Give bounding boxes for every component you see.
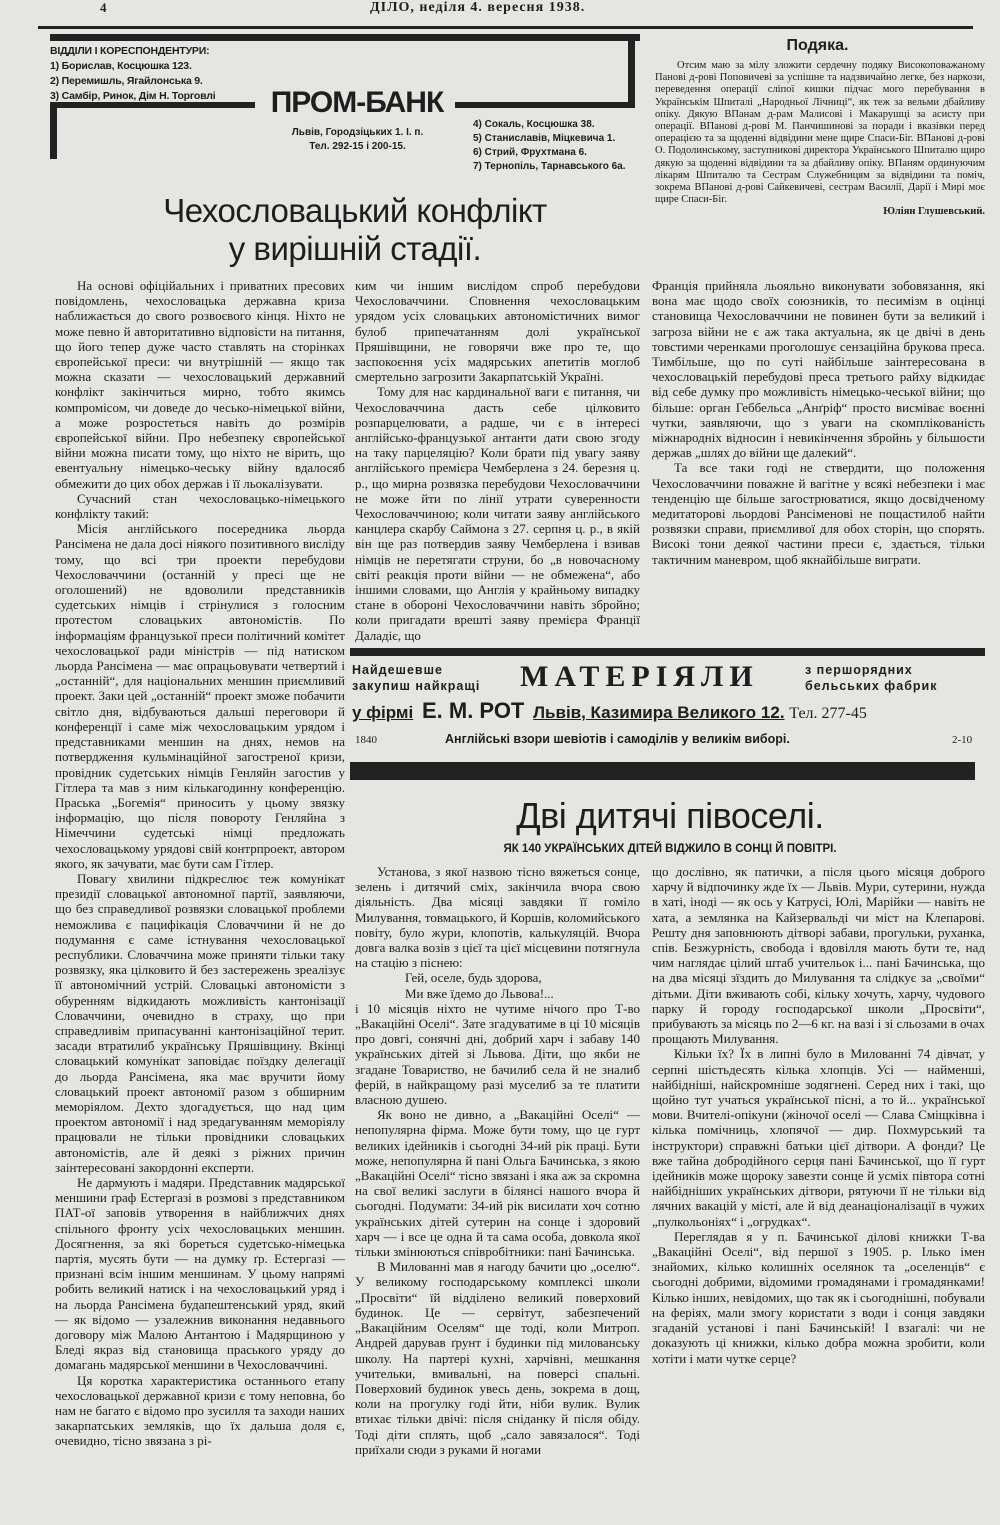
thanks-text: Отсим маю за мілу зложити сердечну подяку Високоповажаному Панові д-рові Поповичеві за успішне та надзвичайно легке, без наркози, переведення операції сліпої кишки підчас мого перебування в Українськім Шпиталі „Народньої Лічниці“, як теж за вельми дбайливу опіку. Дякую ВПанам д-рам Малисові і Макарушці за асисту при операції. ВПанові д-рові М. Панчишинові за поради і вказівки перед операцією та за щоденні відвідини мене щире Спаси-Біг. ВПанові д-рові О. Подолинському, заступникові директора Українського Шпиталю щиро дякую за щоденні відвідини та за дбайливу опіку. ВПаням ординуючим лікарям Шпиталю та Сестрам Служебницям за відвідини та поміч, зокрема ВПанові д-рові Сайкевичеві, сестрам Василії, Дарії і Мирі моє щире Спаси-Біг. (655, 60, 985, 206)
title-line: Чехословацький конфлікт (163, 192, 547, 229)
branch: 6) Стрий, Фрухтмана 6. (473, 147, 587, 158)
bank-phone: Тел. 292-15 і 200-15. (309, 141, 406, 152)
paragraph: Переглядав я у п. Бачинської ділові книжки Т-ва „Вакаційні Оселі“, від першої з 1905. р. Ілько імен знайомих, кілько колишніх оселянок та „оселенців“ є сьогодні добрими, відомими громадянами і громадянками! Кілько інших, невідомих, що так як і сьогоднішні, побували на феріях, мали змогу користати з води і сонця завдяки згаданій установі і пані Бачинській! І взагалі: чи не доказують ці книжки, кілько добра можна зробити, коли хотіти і мати чутке серце? (652, 1228, 985, 1366)
paragraph: Франція прийняла льояльно виконувати зобовязання, які вона має щодо своїх союзників, то песимізм в оцінці становища Чехословаччини не повинен бути за великий і загроза війни не є аж така актуальна, як це двічі в день товстими черенками проголошує сензаційна брукова преса. Тимбільше, що по суті найбільше заінтересована в чехословацькій перебудові преса третього райху відкидає від себе думку про можливість німецько-чеської війни; що більше: орган Геббельса „Анґріф“ просто висміває воєнні чутки, заявляючи, що з уваги на скомплікованість міжнародніх відносин і невикінчення збройнь у більшости держав „шлях до війни ще далекий“. (652, 278, 985, 461)
paragraph: і 10 місяців ніхто не чутиме нічого про Т-во „Вакаційні Оселі“. Зате згадуватиме в ці 10 місяців про довгі, сонячні дні, добрий харч і забаву 140 українських дітей зі Львова. Діти, що якби не згадане Товариство, не бачилиб села й не зналиб ферій, в найкращому разі муселиб за те платити власною душею. (355, 1000, 640, 1108)
article-title (60, 192, 650, 268)
bank-address: Львів, Городзіцьких 1. І. п. (291, 127, 424, 138)
header-rule (38, 26, 973, 29)
paragraph: Місія англійського посередника льорда Рансімена не дала досі ніякого позитивного висліду тому, що всі три проекти перебудови Чехословаччини (останній у пресі ще не оголошений) не вдоволили представників судетських німців і стрінулися з голосним протестом словацьких автономістів. По інформаціям французької преси політичний комітет чехословацької ради міністрів — під натиском льорда Рансімена — має опрацьовувати четвертий і „останній“, для національних меншин приємливий проект. Заки цей „останній“ проект зможе побачити світло дня, відбуваються дальші переговори й конференції і саме між чехословацьким урядом і представниками меншин на днях, немов на потвердження кульмінаційної загостреної кризи, провідник судетських німців Генляйн загостив у Гітлера та мав з ним кількагодинну конференцію. Праська „Богемія“ приносить у цьому звязку інформацію, що після повороту Генляйна з Німеччини судетські німці предложать чехословацькому урядові свій контрпроект, автором якого, як зачувати, має бути сам Гітлер. (55, 521, 345, 871)
branch: 4) Сокаль, Косцюшка 38. (473, 119, 595, 130)
paragraph: що дослівно, як патички, а після цього місяця доброго харчу й відпочинку жде їх — Львів. Мури, сутерини, нужда в хаті, іноді — як ось у Катрусі, Юлі, Марійки — навіть не хата, а землянка на Кайзервальді чи міст на Клепарові. Решту дня заповнюють дітворі забави, прогульки, руханка, спів. Безжурність, свобода і вдовілля мають бути те, над чим наглядає цілий штаб учительок і... пані Бачинська, що на два місяці зїздить до Милування та слідкує за „своїми“ дітьми. Діти вживають собі, кільку хочуть, харчу, чудового парку й городу господарської школи „Просвіти“, прибувають за місяць по 2—6 кг. на вазі і зі сльозами в очах прощають Милування. (652, 864, 985, 1047)
paragraph: Ця коротка характеристика останнього етапу чехословацької державної кризи є тому неповна, бо нам не багато є відомо про зусилля та заходи наших закарпатських земляків, що їх дальша доля є, очевидно, тісно звязана з рі- (55, 1372, 345, 1449)
branches-title: ВІДДІЛИ І КОРЕСПОНДЕНТУРИ: (50, 45, 210, 57)
prom-bank-ad (50, 34, 640, 172)
paragraph: Кільки їх? Їх в липні було в Милованні 74 дівчат, у серпні шістьдесять кілька хлопців. Усі — найменші, найбідніші, найскромніше зодягнені. Серед них і такі, що щойно тут учаться української пісні, а то й... української мови. Вчителі-опікуни (жіночої оселі — Слава Сміщківна і кілька помічниць, хлопячої — дир. Похмурський та інструктори) справжні батьки цієї дітвори. А фонди? Це вже тайна добродійного серця пані Бачинської, що її гурт ідейників може щороку завезти сонце й усміх півтора сотні найбідніших українських дітвори, рятуючи її не тільки від лячних вакацій у місті, але й від деанаціоналізації в чужих „пулкольоніях“ і „огрудках“. (652, 1046, 985, 1229)
paragraph: Сучасний стан чехословацько-німецького конфлікту такий: (55, 490, 345, 522)
ad-source: з першорядних бельських фабрик (805, 663, 938, 693)
ad-intro: Найдешевше закупиш найкращі (352, 663, 481, 693)
article1-column-1 (55, 278, 345, 1449)
title-line: у вирішній стадії. (228, 230, 482, 267)
roth-materials-ad (350, 648, 985, 783)
article2-subtitle: ЯК 140 УКРАЇНСЬКИХ ДІТЕЙ ВІДЖИЛО В СОНЦІ Й ПОВІТРІ. (503, 843, 837, 855)
thanks-title: Подяка. (786, 37, 849, 54)
firm-prefix: у фірмі (352, 703, 414, 722)
separator-bar (350, 762, 975, 780)
ad-tagline: Англійські взори шевіотів і самоділів у великім виборі. (445, 732, 790, 746)
branch: 5) Станиславів, Міцкевича 1. (473, 133, 616, 144)
page-number: 4 (100, 0, 108, 15)
paragraph: Повагу хвилини підкреслює теж комунікат президії словацької автономної партії, заявляючи, що без справедливої розвязки словацької проблеми неможлива є пацифікація Словаччини й не до подумання є саме істнування чехословацької республики. Словаччина може приняти тільки таку розвязку, яка цілковито й без застережень зреалізує її автономічний устрій. Словацькі автономісти з обуренням відкидають можливість кантонізації Словаччини, очевидно в страху, що при справедливім припасуванні кантонізаційної терит. засади втратилиб українську Пряшівщину. Вкінці словацький комунікат заповідає поїздку делегації до льорда Рансімена, яка має вручити йому словацький проект автономії разом з обширним меморіялом. Дехто здогадується, що над цим проектом автономії і над зредагуванням меморіялу працювали не тільки провідники словацьких автономістів, але й деякі з ріжних причин заінтересовані закордонні експерти. (55, 870, 345, 1175)
branch: 2) Перемишль, Ягайлонська 9. (50, 75, 203, 87)
paragraph: ким чи іншим вислідом спроб перебудови Чехословаччини. Сповнення чехословацьким урядом усіх словацьких автономістичних вимог булоб припечатанням долі української Пряшівщини, не говорячи вже про те, що заспокоєння усіх мадярських апетитів моглоб смертельно загрозити Закарпатській Україні. (355, 278, 640, 385)
thanks-notice (655, 60, 985, 219)
ad-headline: МАТЕРІЯЛИ (520, 660, 759, 693)
branch: 7) Тернопіль, Тарнавського 6а. (473, 161, 626, 172)
branch: 3) Самбір, Ринок, Дім Н. Торговлі (50, 90, 216, 102)
article2-title: Дві дитячі півоселі. (516, 795, 824, 836)
article2-column-1 (355, 864, 640, 1457)
ad-code-left: 1840 (355, 734, 377, 746)
firm-name: Е. М. РОТ (421, 698, 525, 723)
paragraph: На основі офіційальних і приватних пресових повідомлень, чехословацька державна криза наближається до свого розвоєвого кінця. Ніхто не може певно й авторитативно відповісти на питання, що його тепер дуже часто ставлять на сторінках європейської преси: чи внутрішній — якщо так можна сказати — чехословацький державний конфлікт закінчиться мирно, тобто якимсь компромісом, чи доведе до чесько-німецької війни, а може розростеться навіть до розмірів європейської війни. Про небезпеку європейської війни можна писати тому, що ніхто не вірить, що евентуальну німецько-чеську війну вдалосяб обмежити до цих обох держав і її льокалізувати. (55, 278, 345, 491)
poem-line: Гей, оселе, будь здорова, (405, 970, 542, 986)
paragraph: Тому для нас кардинальної ваги є питання, чи Чехословаччина дасть себе цілковито розпарцелювати, а радше, чи є в інтересі англійсько-французької антанти дати свою згоду на таку парцеляцію? Коли брати під увагу заяву англійського премієра Чемберлена з 24. березня ц. р., що мирна розвязка перебудови Чехословаччини не може йти по лінії утрати суверенности Чехословаччиною; коли читати заяву англійського канцлера скарбу Саймона з 27. серпня ц. р., в якій він ще раз потвердив заяву Чемберлена і взивав німців не перетягати струни, бо „в новочасному світі реакція проти війни — не обмежена“, або іншими словами, що Англія у крайньому випадку стане в обороні Чехословаччини навіть збройно; коли пригадати врешті заяву премієра Франції Даладіє, що (355, 384, 640, 643)
paragraph: Та все таки годі не ствердити, що положення Чехословаччини поважне й вагітне у всякі небезпеки і має тенденцію ще більше загострюватися, якщо досвідченому медитаторові льордові Рансіменові не пощастилоб найти розвязки справи, приємливої для обох сторін, що спорять. Високі тони деякої частини преси є, здається, тільки тактичним маневром, щоб якнайбільше виграти. (652, 460, 985, 567)
paragraph: Як воно не дивно, а „Вакаційні Оселі“ — непопулярна фірма. Може бути тому, що це гурт великих ідейників і сьогодні 34-ий рік праці. Бути може, непопулярна й пані Ольга Бачинська, з якою „Вакаційні Оселі“ тісно звязані і яка аж за скромна на свої великі заслуги в білянсі нашого вчора й сьогодні. Подумати: 34-ий рік висилати хоч сотню українських дітей сутерин на сонце і здоровий харч — і все це одна й та сама особа, довкола якої тільки змінюються співробітники: пані Бачинська. (355, 1107, 640, 1260)
paragraph: Установа, з якої назвою тісно вяжеться сонце, зелень і дитячий сміх, закінчила вчора свою діяльність. Два місяці завдяки її гоміло Милування, товмацького, й Коршів, коломийського повіту, було жури, клопотів, калькуляцій. Вчора довга валка возів з цієї та цієї місцевини потягнула на стацію з піснею: (355, 864, 640, 971)
bank-name: ПРОМ-БАНК (270, 86, 444, 119)
firm-phone: Тел. 277-45 (789, 705, 867, 722)
article1-column-2 (355, 278, 640, 643)
ad-code-right: 2-10 (952, 734, 973, 746)
article2-column-2 (652, 864, 985, 1366)
firm-address: Львів, Казимира Великого 12. (533, 703, 785, 722)
poem-line: Ми вже їдемо до Львова!... (405, 985, 554, 1001)
article1-column-3 (652, 278, 985, 567)
paragraph: В Милованні мав я нагоду бачити цю „оселю“. У великому господарському комплексі школи „Просвіти“ їй відділено великий поверховий будинок. Це — сервітут, забезпечений „Вакаційним Оселям“ ще тоді, коли Митроп. Андрей дарував ґрунт і будинки під милованську школу. На партері кухні, харчівні, мешкання учительки, вмивальні, на поверсі спальні. Поверховий будинок увесь день, зокрема в дощ, коли на прогулку годі йти, ніби вулик. Вулик втихає тільки двічі: після сніданку й після обіду. Тоді діти сплять, щоб „сало завязалося“. Тоді приїхали сюди з руками й ногами (355, 1259, 640, 1457)
branch: 1) Борислав, Косцюшка 123. (50, 60, 192, 72)
thanks-signature: Юліян Глушевський. (883, 206, 985, 218)
paragraph: Не дармують і мадяри. Представник мадярської меншини ґраф Естергазі в розмові з представником ПАТ-ої заповів утворення в найближчих днях спільного фронту усіх чехословацьких меншин. Досягнення, за які бореться судетсько-німецька партія, мусять бути — на думку ґр. Естергазі — признані всім іншим меншинам. У цьому напрямі робить великий натиск і на чехословацький уряд і на льорда Рансімена будапештенський уряд, який — як відомо — узалежнив виконання недавнього договору між Малою Антантою і Мадярщиною у Бледі якраз від становища праського уряду до домагань мадярської меншини в Чехословаччині. (55, 1174, 345, 1373)
masthead: ДІЛО, неділя 4. вересня 1938. (370, 0, 586, 15)
